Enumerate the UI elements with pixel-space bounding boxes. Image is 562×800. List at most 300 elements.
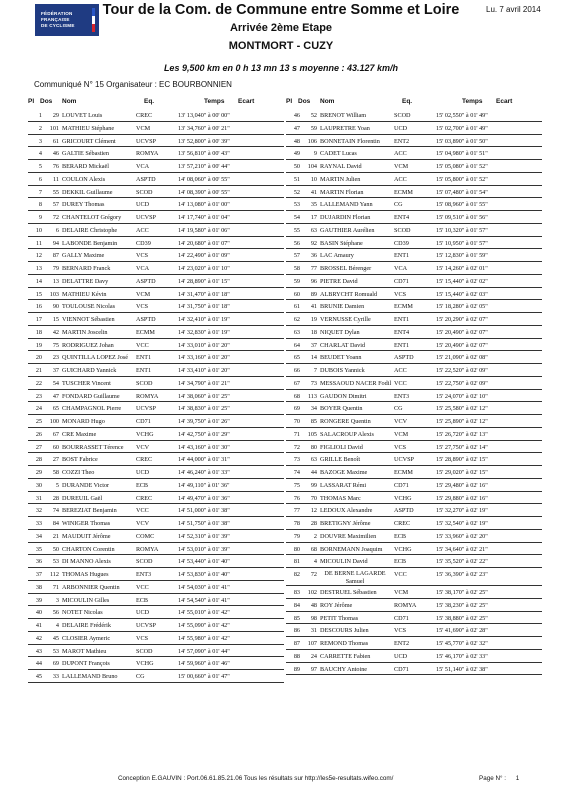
table-row [28,504,284,517]
table-header [286,96,542,109]
bib: 56 [52,609,59,617]
bib: 70 [310,494,317,502]
place: 46 [293,112,300,119]
table-row [28,249,284,262]
place: 63 [293,328,300,336]
rider-name: CARRETTE Fabien [320,652,371,660]
place: 80 [293,545,300,553]
table-row [286,275,542,288]
bib: 87 [52,252,59,260]
time: 15' 27,750" à 02' 14" [436,443,488,451]
team: VCC [394,571,407,578]
team: VCS [136,252,149,260]
place: 81 [293,558,300,566]
rider-name: DEKKIL Guillaume [62,188,113,196]
table-row [286,530,542,543]
team: VCM [136,124,151,132]
rider-name: MESSAOUD NACER Fodil [320,379,392,387]
table-row [286,122,542,135]
place: 84 [293,601,300,609]
rider-name: RONGERE Quentin [320,418,371,425]
time: 14' 53,830" à 01' 40" [178,571,230,578]
place: 54 [293,214,300,221]
time: 14' 33,010" à 01' 20" [178,341,230,349]
bib: 112 [49,571,59,578]
place: 28 [35,456,42,464]
table-row [28,198,284,211]
place: 57 [293,252,300,260]
rider-name: DE BERNE LAGARDE Samuel [324,570,386,585]
team: COMC [136,532,155,540]
rider-name: GRICOURT Clément [62,137,116,145]
bib: 58 [52,469,59,476]
time: 14' 57,090" à 01' 44" [178,647,230,655]
table-row [286,224,542,237]
rider-name: MATHIEU Kévin [62,290,107,298]
rider-name: CHARLAT David [320,341,366,349]
rider-name: DOUVRE Maximilien [320,532,377,540]
rider-name: BRUNIE Damien [320,303,365,311]
rider-name: GAUDON Dimitri [320,392,367,400]
place: 4 [38,150,42,158]
table-row [28,339,284,352]
bib: 52 [310,112,317,119]
bib: 10 [310,175,317,183]
rider-name: RAYNAL David [320,163,362,170]
bib: 99 [310,481,317,489]
table-row [286,441,542,454]
rider-name: DESTRUEL Sébastien [320,589,377,596]
rider-name: TUSCHER Vincent [62,379,111,387]
bib: 11 [53,175,59,183]
team: CREC [136,494,153,502]
time: 14' 34,790" à 01' 21" [178,379,230,387]
rider-name: LASSARAT Rémi [320,481,367,489]
time: 15' 32,540" à 02' 19" [436,520,488,527]
time: 14' 55,090" à 01' 42" [178,622,230,629]
rider-name: BOYER Quentin [320,405,363,413]
team: VCV [394,418,408,425]
time: 15' 45,770" à 02' 32" [436,640,488,647]
place: 85 [293,614,300,622]
rider-name: DUREY Thomas [62,201,105,209]
table-row [28,326,284,339]
time: 14' 55,010" à 01' 42" [178,609,230,617]
time: 14' 08,390" à 00' 55" [178,188,230,196]
time: 15' 21,090" à 02' 08" [436,354,488,362]
table-row [28,632,284,645]
bib: 42 [52,328,59,336]
results-table-right [286,96,542,675]
place: 73 [293,456,300,464]
table-row [28,160,284,173]
place: 1 [38,112,42,119]
table-row [286,517,542,530]
team: ECB [394,558,407,566]
rider-name: BORNEMANN Joaquim [320,545,383,553]
time: 14' 33,160" à 01' 20" [178,354,230,362]
rider-name: LALLEMAND Bruno [62,673,118,680]
place: 56 [293,239,300,247]
time: 14' 44,000" à 01' 31" [178,456,230,464]
team: VCA [394,265,408,272]
team: VCS [136,634,149,642]
table-row [28,186,284,199]
bib: 4 [55,622,59,629]
time: 15' 26,720" à 02' 13" [436,430,488,438]
bib: 105 [307,430,317,438]
bib: 7 [313,367,317,374]
table-row [28,543,284,556]
team: CG [394,405,403,413]
time: 14' 31,470" à 01' 18" [178,290,230,298]
time: 15' 08,960" à 01' 55" [436,201,488,209]
table-row [28,670,284,683]
table-row [286,599,542,612]
bib: 104 [307,163,317,170]
bib: 107 [307,640,317,647]
table-row [28,275,284,288]
bib: 77 [310,265,317,272]
footer-credits: Conception E.GAUVIN : Port.06.61.85.21.06 Tous les résultats sur http://les5e-resultats.wifeo.com/ [118,775,394,782]
place: 53 [293,201,300,209]
time: 14' 49,470" à 01' 36" [178,494,230,502]
rider-name: VIENNOT Sébastien [62,316,115,323]
place: 50 [293,163,300,170]
rider-name: GALLY Maxime [62,252,105,260]
table-row [28,224,284,237]
place: 70 [293,418,300,425]
rider-name: VERNUSSE Cyrille [320,316,371,323]
table-row [28,402,284,415]
rider-name: BRENOT William [320,112,367,119]
time: 14' 38,060" à 01' 25" [178,392,230,400]
rider-name: ALBRYCHT Romuald [320,290,378,298]
time: 15' 38,230" à 02' 25" [436,601,488,609]
bib: 75 [52,341,59,349]
table-row [286,339,542,352]
place: 37 [35,571,42,578]
team: ENT3 [136,571,152,578]
rider-name: REMOND Thomas [320,640,369,647]
stage-title: Arrivée 2ème Etape [229,22,333,34]
rider-name: SALACROUP Alexis [320,430,374,438]
bib: 106 [307,137,317,145]
rider-name: CADET Lucas [320,150,357,158]
table-row [28,313,284,326]
rider-name: MONARD Hugo [62,418,105,425]
place: 2 [38,124,42,132]
team: VCHG [136,430,154,438]
table-row [286,637,542,650]
table-row [28,300,284,313]
team: UCD [394,652,408,660]
table-row [286,262,542,275]
place: 36 [35,558,42,566]
bib: 98 [310,614,317,622]
team: ENT4 [394,214,410,221]
rider-name: DELAIRE Frédérik [62,622,111,629]
col-nom: Nom [320,98,335,105]
place: 82 [293,571,300,578]
team: ENT3 [394,392,410,400]
time: 14' 52,310" à 01' 39" [178,532,230,540]
team: UCVSP [136,137,156,145]
bib: 60 [52,443,59,451]
table-row [28,262,284,275]
table-row [286,479,542,492]
team: CD71 [136,418,151,425]
bib: 46 [52,150,59,158]
place: 38 [35,583,42,591]
bib: 24 [310,652,317,660]
place: 15 [35,290,42,298]
place: 79 [293,532,300,540]
bib: 85 [310,418,317,425]
bib: 102 [307,589,317,596]
team: ROMYA [394,601,417,609]
rider-name: MARTIN Joscelin [62,328,108,336]
rider-name: PIETRE David [320,277,358,285]
table-row [286,198,542,211]
bib: 63 [310,226,317,234]
bib: 53 [52,558,59,566]
bib: 37 [52,367,59,374]
col-dos: Dos [40,98,53,105]
table-header [28,96,284,109]
place: 35 [35,545,42,553]
col-temps: Temps [204,98,225,105]
bib: 94 [52,239,59,247]
team: ENT1 [136,354,152,362]
col-pl: Pl [286,98,293,105]
table-row [28,479,284,492]
place: 40 [35,609,42,617]
table-row [286,663,542,676]
time: 15' 24,070" à 02' 10" [436,392,488,400]
rider-name: DELAIRE Christophe [62,226,118,234]
place: 39 [35,596,42,604]
team: ACC [394,175,407,183]
team: CD39 [394,239,409,247]
time: 15' 15,440" à 02' 03" [436,290,488,298]
place: 20 [35,354,42,362]
bib: 19 [310,316,317,323]
table-row [28,555,284,568]
time: 15' 02,550" à 01' 49" [436,112,488,119]
team: ENT4 [394,328,410,336]
team: CD71 [394,614,409,622]
table-row [28,351,284,364]
table-row [28,415,284,428]
rider-name: NIQUET Dylan [320,328,360,336]
time: 14' 54,540" à 01' 41" [178,596,230,604]
bib: 18 [310,328,317,336]
bib: 90 [52,303,59,311]
bib: 3 [55,596,59,604]
rider-name: CLOSIER Aymeric [62,634,111,642]
rider-name: ROY Jérôme [320,601,353,609]
bib: 36 [310,252,317,260]
table-row [286,650,542,663]
team: ASPTD [394,354,414,362]
bib: 69 [52,660,59,668]
table-row [28,173,284,186]
bib: 41 [310,188,317,196]
time: 14' 38,830" à 01' 25" [178,405,230,413]
team: VCA [136,265,150,272]
bib: 6 [55,226,59,234]
rider-name: RODRIGUEZ Johan [62,341,114,349]
table-row [28,147,284,160]
time: 14' 53,440" à 01' 40" [178,558,230,566]
table-row [286,249,542,262]
time: 15' 18,280" à 02' 05" [436,303,488,311]
time: 15' 36,390" à 02' 23" [436,571,488,578]
table-row [28,135,284,148]
time: 15' 34,640" à 02' 21" [436,545,488,553]
col-ecart: Ecart [496,98,513,105]
time: 15' 04,980" à 01' 51" [436,150,488,158]
rider-name: MAROT Mathieu [62,647,107,655]
team: SCOD [136,188,153,196]
bib: 4 [313,558,317,566]
place: 87 [293,640,300,647]
bib: 28 [310,520,317,527]
table-row [28,657,284,670]
table-row [286,428,542,441]
time: 15' 20,490" à 02' 07" [436,328,488,336]
team: ASPTD [136,175,156,183]
time: 15' 46,170" à 02' 33" [436,652,488,660]
bib: 27 [52,456,59,464]
place: 19 [35,341,42,349]
team: VCHG [394,545,412,553]
rider-name: MICOULIN Gilles [62,596,110,604]
team: ECB [394,532,407,540]
team: VCC [136,341,149,349]
time: 15' 12,830" à 01' 59" [436,252,488,260]
rider-name: MICOULIN David [320,558,368,566]
table-row [286,402,542,415]
rider-name: LAUPRETRE Yoan [320,124,370,132]
team: UCVSP [136,214,156,221]
time: 14' 19,580" à 01' 06" [178,226,230,234]
rider-name: BERARD Mickaël [62,163,109,170]
time: 14' 33,410" à 01' 20" [178,367,230,374]
table-row [286,135,542,148]
place: 76 [293,494,300,502]
table-row [286,186,542,199]
place: 31 [35,494,42,502]
bib: 63 [310,456,317,464]
time: 15' 32,270" à 02' 19" [436,507,488,515]
team: UCD [394,124,408,132]
rider-name: LALLEMAND Yann [320,201,373,209]
time: 15' 51,140" à 02' 38" [436,665,488,673]
rider-name: BASIN Stéphane [320,239,363,247]
rider-name: CHARTON Corentin [62,545,115,553]
rider-name: DURANDE Victor [62,481,110,489]
place: 43 [35,647,42,655]
time: 15' 29,880" à 02' 16" [436,494,488,502]
table-row [28,377,284,390]
rider-name: BEUDET Yoann [320,354,362,362]
table-row [286,453,542,466]
time: 15' 22,520" à 02' 09" [436,367,488,374]
team: ASPTD [394,507,414,515]
place: 32 [35,507,42,515]
bib: 55 [52,188,59,196]
team: ENT1 [394,252,410,260]
place: 30 [35,481,42,489]
time: 15' 10,320" à 01' 57" [436,226,488,234]
place: 51 [293,175,300,183]
place: 29 [35,469,42,476]
team: UCD [136,469,150,476]
time: 14' 46,240" à 01' 33" [178,469,230,476]
bib: 29 [52,112,59,119]
team: ECB [136,481,149,489]
bib: 12 [310,507,317,515]
rider-name: MAUDUIT Jérôme [62,532,111,540]
place: 48 [293,137,300,145]
table-row [286,288,542,301]
place: 6 [38,175,42,183]
rider-name: MARTIN Florian [320,188,364,196]
rider-name: MARTIN Julien [320,175,361,183]
table-row [28,211,284,224]
team: VCA [136,163,150,170]
team: SCOD [394,112,411,119]
time: 14' 22,490" à 01' 09" [178,252,230,260]
table-row [28,441,284,454]
time: 14' 23,020" à 01' 10" [178,265,230,272]
rider-name: WINIGER Thomas [62,520,111,527]
col-temps: Temps [462,98,483,105]
team: CD39 [136,239,151,247]
bib: 9 [313,150,317,158]
bib: 41 [310,303,317,311]
time: 15' 33,960" à 02' 20" [436,532,488,540]
time: 14' 55,980" à 01' 42" [178,634,230,642]
time: 14' 42,750" à 01' 29" [178,430,230,438]
team: SCOD [394,226,411,234]
team: VCHG [394,494,412,502]
bib: 67 [52,430,59,438]
place: 83 [293,589,300,596]
rider-name: FIGLIOLI David [320,443,363,451]
team: SCOD [136,558,153,566]
table-row [28,606,284,619]
table-row [28,530,284,543]
bib: 53 [52,647,59,655]
time: 15' 09,510" à 01' 56" [436,214,488,221]
rider-name: COULON Alexis [62,175,106,183]
col-ecart: Ecart [238,98,255,105]
bib: 48 [310,601,317,609]
rider-name: CHAMPAGNOL Pierre [62,405,122,413]
table-row [28,517,284,530]
table-row [286,364,542,377]
place: 75 [293,481,300,489]
time: 15' 07,480" à 01' 54" [436,188,488,196]
time: 15' 38,880" à 02' 25" [436,614,488,622]
time: 15' 05,080" à 01' 52" [436,163,488,170]
place: 24 [35,405,42,413]
team: UCVSP [136,622,156,629]
team: ENT1 [394,316,410,323]
